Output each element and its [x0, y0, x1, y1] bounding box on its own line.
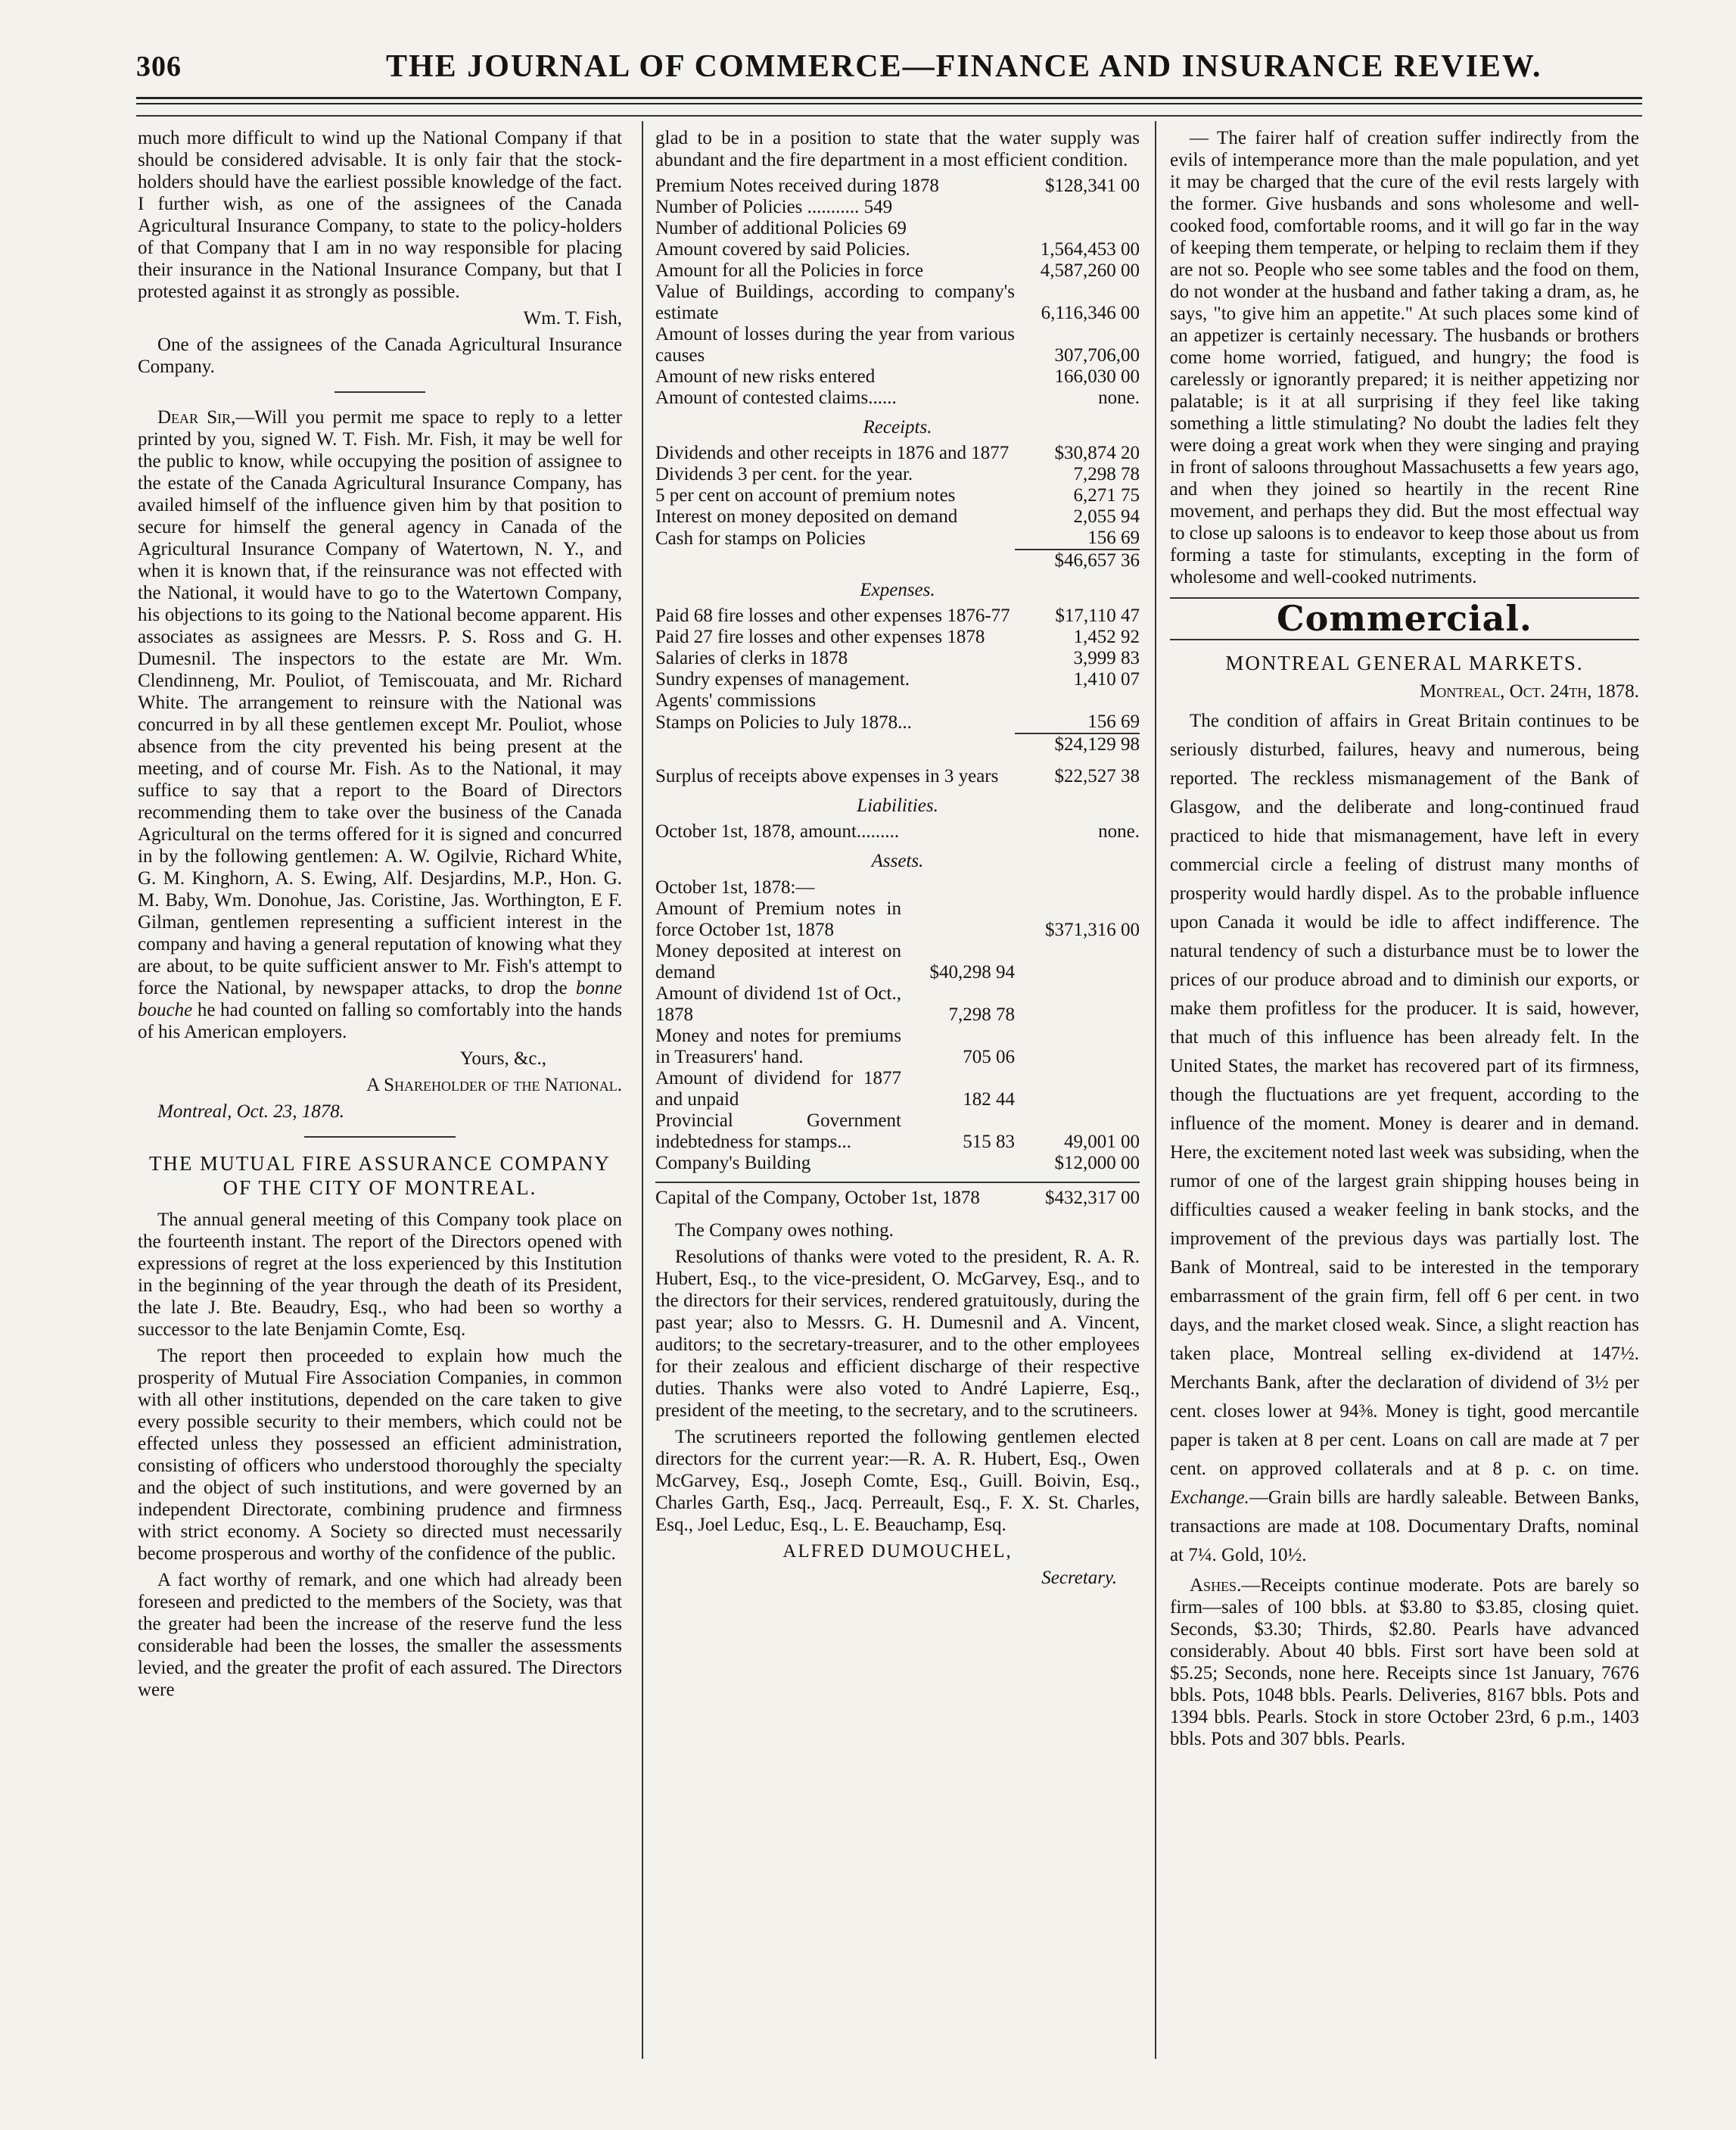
row-amount [1015, 983, 1140, 1026]
article-heading-mutual-fire: THE MUTUAL FIRE ASSURANCE COMPANY OF THE CITY OF MONTREAL. [148, 1152, 611, 1199]
article-paragraph: A fact worthy of remark, and one which had already been foreseen and predicted to the members of the Society, was that the greater had been the increase of the reserve fund the less considerable had been the losses, the smaller the assessments levied, and the greater the profit of each assured. The Directors were [138, 1570, 622, 1700]
table-row [655, 197, 1140, 218]
row-subamount: 7,298 78 [948, 1004, 1015, 1025]
row-subamount [901, 898, 1015, 941]
row-amount: 3,999 83 [1073, 648, 1140, 668]
column-divider-2 [1155, 121, 1156, 2059]
row-label: Amount of dividend 1st of Oct., 1878 [655, 983, 901, 1025]
row-label: Stamps on Policies to July 1878... [655, 712, 912, 733]
table-row [655, 218, 1140, 239]
table-row [655, 282, 1140, 324]
table-row: Capital of the Company, October 1st, 1878 $432,317 00 [655, 1188, 1140, 1208]
assets-table [655, 898, 1140, 1174]
table-row [655, 176, 1140, 197]
row-amount: 307,706,00 [1054, 345, 1140, 366]
header-double-rule [136, 97, 1642, 104]
row-label: Amount of losses during the year from various causes [655, 324, 1015, 366]
table-row: October 1st, 1878, amount......... none. [655, 821, 1140, 842]
page-header [136, 44, 1612, 89]
row-label: Paid 68 fire losses and other expenses 1876-77 [655, 606, 1010, 626]
row-label: Interest on money deposited on demand [655, 506, 958, 527]
signature-fish-title: One of the assignees of the Canada Agricultural Insurance Company. [138, 335, 622, 377]
expenses-heading: Expenses. [860, 580, 935, 600]
row-amount [1015, 218, 1140, 239]
row-amount [1015, 1026, 1140, 1068]
closing: Yours, &c., [459, 1048, 546, 1069]
row-amount: $128,341 00 [1045, 176, 1140, 196]
row-label: Amount covered by said Policies. [655, 239, 910, 260]
row-amount: 6,271 75 [1073, 485, 1140, 506]
row-label: Amount of new risks entered [655, 366, 876, 387]
row-label: Sundry expenses of management. [655, 669, 910, 690]
statistics-table [655, 176, 1140, 409]
markets-heading: MONTREAL GENERAL MARKETS. [1225, 652, 1584, 674]
article-paragraph: The report then proceeded to explain how much the prosperity of Mutual Fire Association Companies, in common with all other institutions, depended on the care taken to give every possible security to their members, which could not be effected unless they possessed an efficient administration, consisting of officers who understood thoroughly the specialty and the object of such institutions, and were governed by an independent Directorate, combining prudence and firmness with strict economy. A Society so directed must necessarily become prosperous and worthy of the confidence of the public. [138, 1346, 622, 1564]
table-row [655, 983, 1140, 1026]
row-amount: 156 69 [1087, 712, 1140, 732]
row-subamount: 705 06 [963, 1047, 1015, 1067]
row-amount: none. [1098, 388, 1140, 408]
row-label: Amount for all the Policies in force [655, 260, 924, 281]
row-amount: 166,030 00 [1054, 366, 1140, 387]
row-label: Amount of contested claims...... [655, 388, 897, 408]
table-row [655, 898, 1140, 941]
row-amount: 49,001 00 [1064, 1132, 1140, 1152]
row-label: Number of additional Policies 69 [655, 218, 907, 238]
row-amount: 6,116,346 00 [1041, 303, 1140, 323]
row-amount: 1,410 07 [1073, 669, 1140, 690]
markets-dateline: Montreal, Oct. 24th, 1878. [1419, 681, 1639, 702]
row-label: Value of Buildings, according to company's estimate [655, 282, 1015, 323]
row-subamount: 182 44 [963, 1089, 1015, 1110]
receipts-total: $46,657 36 [1015, 550, 1140, 571]
table-row [655, 1153, 1140, 1174]
table-row [655, 239, 1140, 260]
separator [1170, 639, 1639, 640]
table-row [655, 1026, 1140, 1068]
secretary-title: Secretary. [1041, 1568, 1117, 1588]
expenses-total: $24,129 98 [1015, 733, 1140, 755]
table-row [655, 324, 1140, 366]
assets-heading: Assets. [871, 851, 924, 871]
row-label: 5 per cent on account of premium notes [655, 485, 956, 506]
article-paragraph: The scrutineers reported the following gentlemen elected directors for the current year:—R. A. R. Hubert, Esq., Owen McGarvey, Esq., Joseph Comte, Esq., Guill. Boivin, Esq., Charles Garth, Esq., Jacq. Perreault, Esq., F. X. St. Charles, Esq., Joel Leduc, Esq., L. E. Beauchamp, Esq. [655, 1427, 1140, 1535]
header-thin-rule [136, 115, 1642, 117]
signature-fish: Wm. T. Fish, [523, 308, 622, 329]
row-label: Provincial Government indebtedness for stamps... [655, 1110, 901, 1152]
row-amount [1015, 941, 1140, 983]
row-label: Paid 27 fire losses and other expenses 1878 [655, 627, 985, 647]
capital-table [655, 1182, 1140, 1209]
row-amount [1015, 1068, 1140, 1110]
receipts-table [655, 443, 1140, 571]
assets-date: October 1st, 1878:— [655, 877, 815, 898]
table-row [655, 712, 1140, 733]
row-label: Number of Policies ........... 549 [655, 197, 893, 217]
row-amount: 4,587,260 00 [1040, 260, 1140, 281]
signature-shareholder: A Shareholder of the National. [366, 1075, 622, 1095]
secretary-signature: ALFRED DUMOUCHEL, [782, 1541, 1013, 1562]
ashes-paragraph: Ashes.—Receipts continue moderate. Pots are barely so firm—sales of 100 bbls. at $3.80 to $3.85, closing quiet. Seconds, $3.30; Thirds, $2.80. Pearls have advanced considerably. About 40 bbls. First sort have been sold at $5.25; Seconds, none here. Receipts since 1st January, 7676 bbls. Pots, 1048 bbls. Pearls. Deliveries, 8167 bbls. Pots and 1394 bbls. Pearls. Stock in store October 23rd, 6 p.m., 1403 bbls. Pots and 307 bbls. Pearls. [1170, 1575, 1639, 1749]
row-amount: 1,452 92 [1073, 627, 1140, 647]
table-row [655, 388, 1140, 409]
letter-dateline: Montreal, Oct. 23, 1878. [157, 1101, 344, 1122]
surplus-table [655, 766, 1140, 787]
article-paragraph: The annual general meeting of this Company took place on the fourteenth instant. The report of the Directors opened with expressions of regret at the loss experienced by this Institution in the beginning of the year through the death of its President, the late J. Bte. Beaudry, Esq., who had been so worthy a successor to the late Benjamin Comte, Esq. [138, 1210, 622, 1340]
salutation: Dear Sir, [157, 407, 236, 428]
separator [334, 391, 425, 393]
row-label: Dividends 3 per cent. for the year. [655, 464, 913, 484]
row-amount: $371,316 00 [1045, 920, 1140, 940]
table-row [655, 1068, 1140, 1110]
table-row: Surplus of receipts above expenses in 3 years $22,527 38 [655, 766, 1140, 786]
table-row [655, 443, 1140, 464]
row-amount: $17,110 47 [1055, 606, 1140, 626]
column-divider-1 [642, 121, 643, 2059]
row-label: Money and notes for premiums in Treasurers' hand. [655, 1026, 901, 1067]
row-label: Amount of dividend for 1877 and unpaid [655, 1068, 901, 1110]
letter-shareholder: Dear Sir,—Will you permit me space to reply to a letter printed by you, signed W. T. Fish. Mr. Fish, it may be well for the public to know, while occupying the position of assignee to the estate of the Canada Agricultural Insurance Company, has availed himself of the influence given him by that position to secure for himself the general agency in Canada of the Agricultural Insurance Company of Watertown, N. Y., and when it is known that, if the reinsurance was not effected with the National, it would have to go to the Watertown Company, his objections to its going to the National become apparent. His associates as assignees are Messrs. P. S. Ross and G. H. Dumesnil. The inspectors to the estate are Mr. Wm. Clendinneng, Mr. Pouliot, of Temiscouata, and Mr. Richard White. The arrangement to reinsure with the National was concurred in by all these gentlemen except Mr. Pouliot, whose absence from the city prevented his being present at the meeting, and of course Mr. Fish. As to the National, it may suffice to say that a report to the Board of Directors recommending them to take over the business of the Canada Agricultural on the terms offered for it is signed and concurred in by the following gentlemen: A. W. Ogilvie, Richard White, G. M. Kinghorn, A. S. Ewing, Alf. Desjardins, M.P., Hon. G. M. Baby, Wm. Donohue, Jas. Coristine, Jas. Worthington, E F. Gilman, gentlemen representing a sufficient interest in the company and having a general reputation of knowing what they are about, to be quite sufficient answer to Mr. Fish's attempt to force the National, by newspaper attacks, to drop the bonne bouche he had counted on falling so comfortably into the hands of his American employers. [138, 407, 623, 1042]
row-amount [1015, 690, 1140, 712]
article-paragraph: The Company owes nothing. [675, 1220, 894, 1241]
table-row [655, 941, 1140, 983]
row-label: Cash for stamps on Policies [655, 528, 866, 549]
column-2 [655, 127, 1140, 1593]
table-row [655, 606, 1140, 627]
row-amount: $12,000 00 [1054, 1153, 1140, 1173]
row-amount: 2,055 94 [1073, 506, 1140, 527]
row-label: Agents' commissions [655, 690, 817, 711]
row-label: Money deposited at interest on demand [655, 941, 901, 982]
row-amount: 156 69 [1087, 528, 1140, 548]
row-label: Dividends and other receipts in 1876 and 1877 [655, 443, 1010, 463]
row-label: Salaries of clerks in 1878 [655, 648, 848, 668]
table-row [655, 366, 1140, 388]
table-row [655, 485, 1140, 506]
liabilities-table [655, 821, 1140, 842]
table-row [655, 669, 1140, 690]
section-heading-commercial: Commercial. [1277, 598, 1532, 639]
letter-fish-end: much more difficult to wind up the National Company if that should be considered advisable. It is only fair that the stock-holders should have the earliest possible knowledge of the fact. I further wish, as one of the assignees of the Canada Agricultural Insurance Company, to state to the policy-holders of that Company that I am in no way responsible for placing their insurance in the National Insurance Company, but that I protested against it as strongly as possible. [138, 128, 622, 302]
table-row [655, 464, 1140, 485]
row-amount: 7,298 78 [1073, 464, 1140, 484]
row-subamount: $40,298 94 [929, 962, 1015, 982]
row-subamount: 515 83 [963, 1132, 1015, 1152]
markets-paragraph: The condition of affairs in Great Britain continues to be seriously disturbed, failures, heavy and numerous, being reported. The reckless mismanagement of the Bank of Glasgow, and the deliberate and long-continued fraud practiced to hide that mismanagement, have left in every commercial circle a feeling of distrust many months of prosperity would hardly dispel. As to the probable influence upon Canada it would be idle to affect indifference. The natural tendency of such a disturbance must be to lower the prices of our produce abroad and to diminish our exports, or make them profitless for the producer. It is said, however, that much of this influence has been already felt. In the United States, the market has recovered part of its firmness, though the fluctuations are yet frequent, according to the influence of the moment. Money is dearer and in demand. Here, the excitement noted last week was subsiding, when the rumor of one of the largest grain shipping houses being in difficulties caused a weaker feeling in bank stocks, and the improvement of the previous days was partially lost. The Bank of Montreal, said to be interested in the temporary embarrassment of the grain firm, fell off 6 per cent. in two days, and the market closed weak. Since, a slight reaction has taken place, Montreal selling ex-dividend at 147½. Merchants Bank, after the declaration of dividend of 3½ per cent. closes lower at 94⅜. Money is tight, good mercantile paper is taken at 8 per cent. Loans on call are made at 7 per cent. on approved collaterals and at 8 p. c. on time. Exchange.—Grain bills are hardly saleable. Between Banks, transactions are made at 108. Documentary Drafts, nominal at 7¼. Gold, 10½. [1170, 711, 1639, 1565]
row-label: Premium Notes received during 1878 [655, 176, 939, 196]
receipts-heading: Receipts. [863, 417, 932, 438]
expenses-table [655, 606, 1140, 755]
article-paragraph: glad to be in a position to state that the water supply was abundant and the fire department in a most efficient condition. [655, 128, 1140, 170]
table-row [655, 506, 1140, 528]
table-row [655, 627, 1140, 648]
row-label: Amount of Premium notes in force October 1st, 1878 [655, 898, 901, 940]
journal-title: THE JOURNAL OF COMMERCE—FINANCE AND INSURANCE REVIEW. [386, 49, 1542, 84]
table-row [655, 260, 1140, 282]
row-amount [1015, 197, 1140, 218]
column-1 [138, 127, 622, 1705]
table-row [655, 528, 1140, 550]
row-amount: 1,564,453 00 [1040, 239, 1140, 260]
table-row [655, 690, 1140, 712]
row-subamount [901, 1153, 1015, 1174]
article-paragraph: Resolutions of thanks were voted to the president, R. A. R. Hubert, Esq., to the vice-president, O. McGarvey, Esq., and to the directors for their services, rendered gratuitously, during the past year; also to Messrs. G. H. Dumesnil and A. Vincent, auditors; to the secretary-treasurer, and to the other employees for their zealous and efficient discharge of their respective duties. Thanks were also voted to André Lapierre, Esq., president of the meeting, to the secretary, and to the scrutineers. [655, 1247, 1140, 1421]
separator [304, 1136, 456, 1138]
row-label: Company's Building [655, 1153, 811, 1173]
article-paragraph: — The fairer half of creation suffer indirectly from the evils of intemperance more than the male population, and yet it may be charged that the cure of the evil rests largely with the former. Give husbands and sons wholesome and well-cooked food, comfortable rooms, and it will go far in the way of keeping them temperate, or helping to reclaim them if they are not so. People who see some tables and the food on them, do not wonder at the husband and father taking a dram, as, he says, "to give him an appetite." At such places some kind of an appetizer is certainly necessary. The husbands or brothers come home worried, fatigued, and hungry; the food is carelessly or ignorantly prepared; it is neither appetizing nor palatable; is it at all surprising if they feel like taking something a little stimulating? No doubt the ladies felt they were doing a great work when they were singing and praying in front of saloons throughout Massachusetts a few years ago, and when they joined so heartily in the recent Rine movement, and perhaps they did. But the most effectual way to close up saloons is to endeavor to keep those about us from forming a taste for stimulants, excepting in the form of wholesome and well-cooked nutriments. [1170, 128, 1639, 587]
table-row [655, 648, 1140, 669]
table-row [655, 1110, 1140, 1153]
column-3 [1170, 127, 1639, 1755]
liabilities-heading: Liabilities. [857, 796, 938, 816]
page-number: 306 [136, 51, 182, 83]
row-amount: $30,874 20 [1054, 443, 1140, 463]
